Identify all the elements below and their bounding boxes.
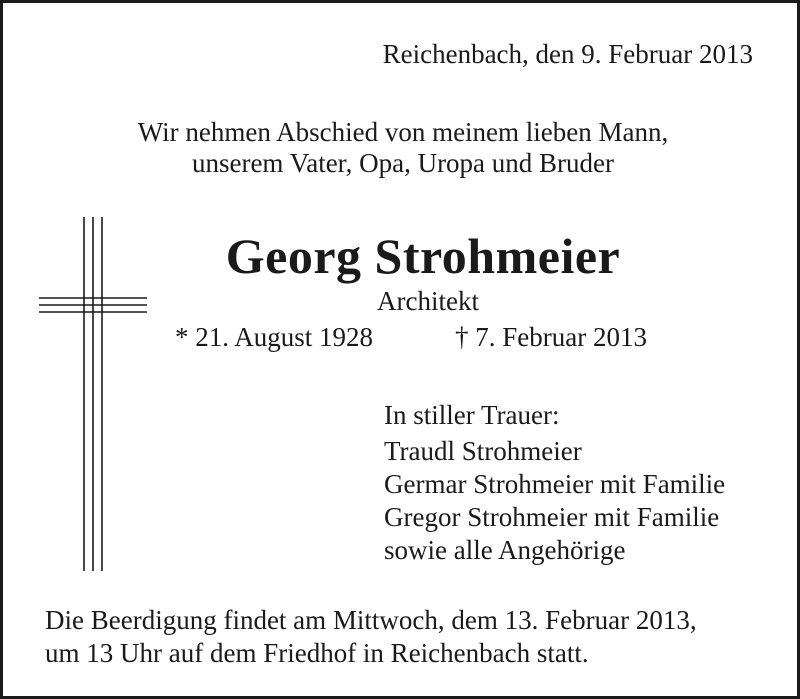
birth-date: * 21. August 1928 xyxy=(175,322,374,352)
place-date: Reichenbach, den 9. Februar 2013 xyxy=(382,39,753,69)
intro-line-1: Wir nehmen Abschied von meinem lieben Mann, xyxy=(137,117,669,147)
mourner-name: Germar Strohmeier mit Familie xyxy=(384,469,726,499)
mourner-name: sowie alle Angehörige xyxy=(384,535,626,565)
death-date: † 7. Februar 2013 xyxy=(455,322,647,352)
intro-line-2: unserem Vater, Opa, Uropa und Bruder xyxy=(191,148,615,178)
funeral-info-line-1: Die Beerdigung findet am Mittwoch, dem 13. Februar 2013, xyxy=(45,605,697,635)
mourning-heading: In stiller Trauer: xyxy=(384,400,560,430)
deceased-profession: Architekt xyxy=(377,286,479,316)
funeral-info-line-2: um 13 Uhr auf dem Friedhof in Reichenbach statt. xyxy=(45,638,589,668)
mourner-name: Traudl Strohmeier xyxy=(384,436,582,466)
deceased-name: Georg Strohmeier xyxy=(225,228,621,284)
mourner-name: Gregor Strohmeier mit Familie xyxy=(384,502,720,532)
